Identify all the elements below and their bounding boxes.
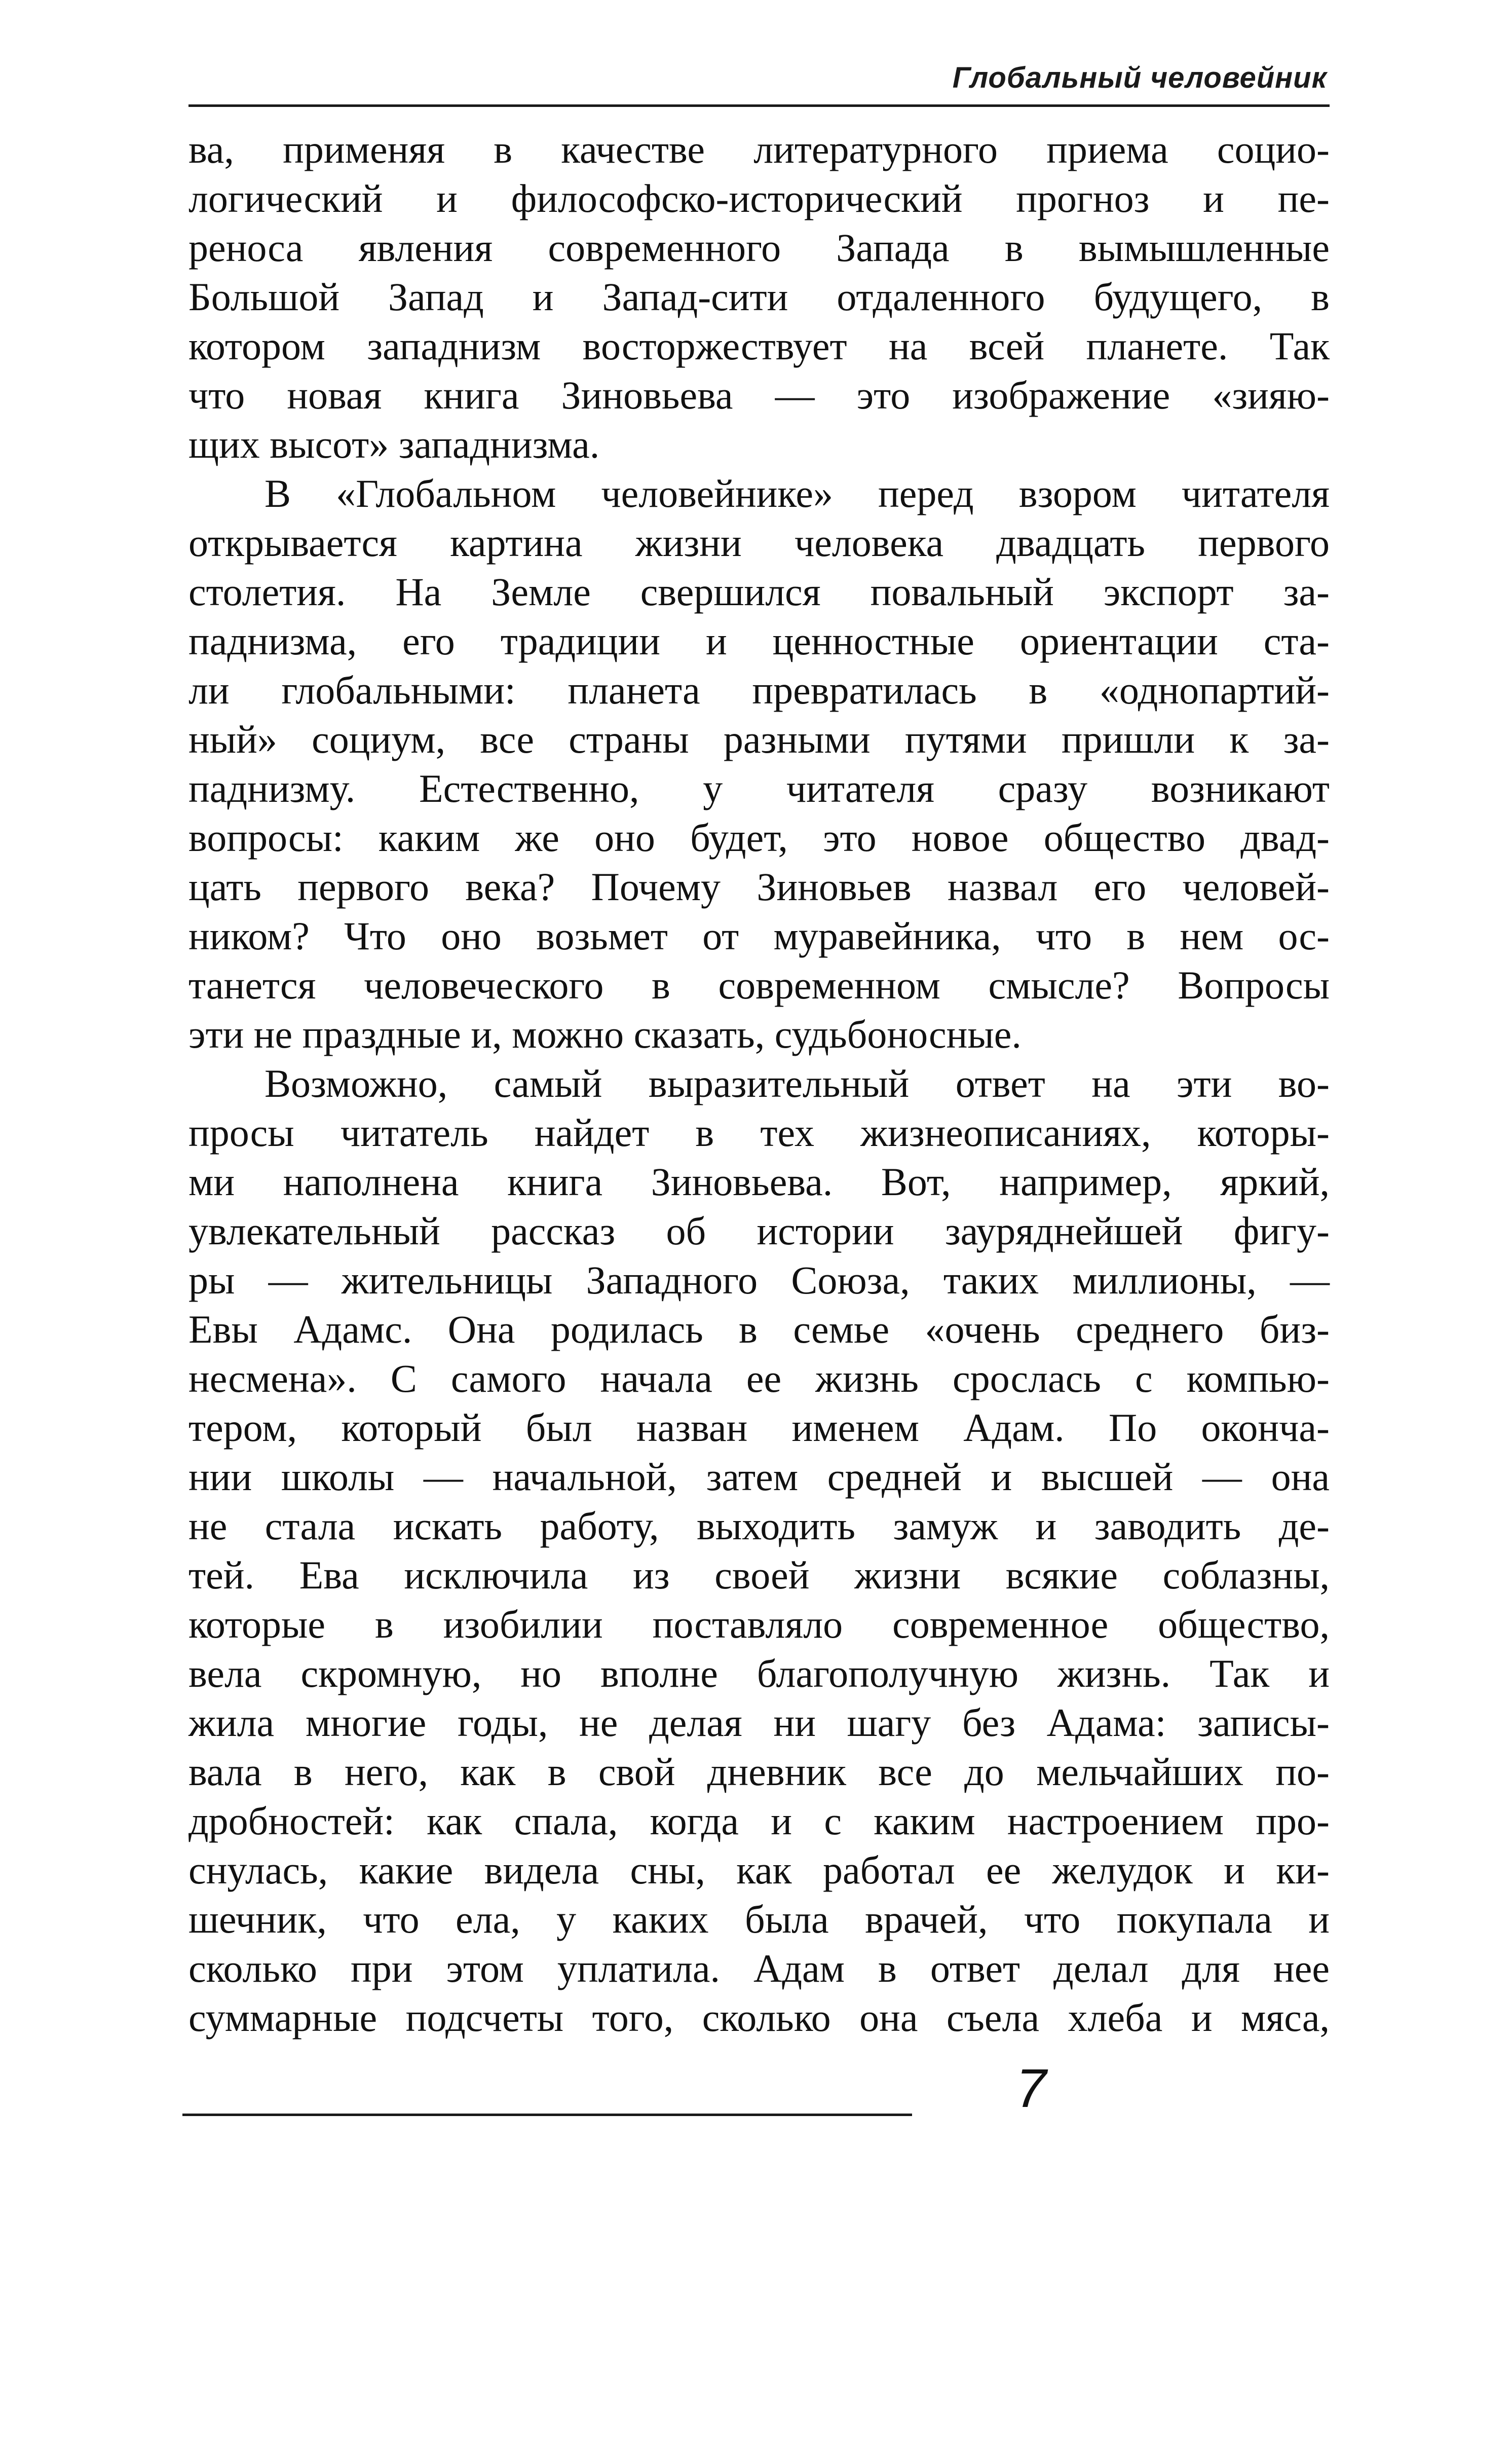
text-line: ли глобальными: планета превратилась в «однопартий- [188, 668, 1330, 712]
text-line: ми наполнена книга Зиновьева. Вот, например, яркий, [188, 1160, 1330, 1204]
text-line: сколько при этом уплатила. Адам в ответ делал для нее [188, 1946, 1330, 1990]
text-line: Большой Запад и Запад-сити отдаленного будущего, в [188, 275, 1330, 319]
body-text [188, 125, 1330, 2042]
text-line: тером, который был назван именем Адам. По оконча- [188, 1405, 1330, 1450]
text-line: ный» социум, все страны разными путями пришли к за- [188, 717, 1330, 761]
text-line: столетия. На Земле свершился повальный экспорт за- [188, 570, 1330, 614]
text-line: реноса явления современного Запада в вымышленные [188, 226, 1330, 270]
text-line: ва, применяя в качестве литературного приема социо- [188, 127, 1330, 171]
text-line: щих высот» западнизма. [188, 422, 600, 466]
text-line: жила многие годы, не делая ни шагу без Адама: записы- [188, 1700, 1330, 1745]
text-line: увлекательный рассказ об истории зауряднейшей фигу- [188, 1209, 1330, 1253]
text-line: снулась, какие видела сны, как работал ее желудок и ки- [188, 1848, 1330, 1892]
text-line: ником? Что оно возьмет от муравейника, что в нем ос- [188, 914, 1330, 958]
text-line: Евы Адамс. Она родилась в семье «очень среднего биз- [188, 1307, 1330, 1351]
text-line: не стала искать работу, выходить замуж и заводить де- [188, 1504, 1330, 1548]
text-line: тей. Ева исключила из своей жизни всякие соблазны, [188, 1553, 1330, 1597]
text-line: ры — жительницы Западного Союза, таких миллионы, — [188, 1258, 1330, 1302]
text-line: открывается картина жизни человека двадцать первого [188, 521, 1330, 565]
text-line: логический и философско-исторический прогноз и пе- [188, 176, 1330, 220]
text-line: цать первого века? Почему Зиновьев назвал его человей- [188, 865, 1330, 909]
footer-rule [182, 2114, 912, 2116]
running-header: Глобальный человейник [952, 61, 1327, 94]
text-line: что новая книга Зиновьева — это изображение «зияю- [188, 373, 1330, 417]
text-line: паднизму. Естественно, у читателя сразу возникают [188, 766, 1330, 810]
text-line: эти не праздные и, можно сказать, судьбоносные. [188, 1012, 1022, 1056]
text-line: просы читатель найдет в тех жизнеописаниях, которы- [188, 1110, 1330, 1155]
text-line: танется человеческого в современном смысле? Вопросы [188, 963, 1330, 1007]
text-line: несмена». С самого начала ее жизнь срослась с компью- [188, 1356, 1330, 1400]
text-line: В «Глобальном человейнике» перед взором читателя [264, 471, 1330, 515]
text-line: паднизма, его традиции и ценностные ориентации ста- [188, 619, 1330, 663]
text-line: Возможно, самый выразительный ответ на эти во- [264, 1061, 1330, 1105]
text-line: суммарные подсчеты того, сколько она съела хлеба и мяса, [188, 1995, 1330, 2040]
text-line: нии школы — начальной, затем средней и высшей — она [188, 1455, 1330, 1499]
text-line: вела скромную, но вполне благополучную жизнь. Так и [188, 1651, 1330, 1695]
text-line: котором западнизм восторжествует на всей планете. Так [188, 324, 1330, 368]
text-line: дробностей: как спала, когда и с каким настроением про- [188, 1799, 1330, 1843]
text-line: шечник, что ела, у каких была врачей, что покупала и [188, 1897, 1330, 1941]
text-line: вопросы: каким же оно будет, это новое общество двад- [188, 816, 1330, 860]
text-line: вала в него, как в свой дневник все до мельчайших по- [188, 1750, 1330, 1794]
page-number: 7 [1016, 2057, 1047, 2119]
text-line: которые в изобилии поставляло современное общество, [188, 1602, 1330, 1646]
header-rule [188, 104, 1330, 107]
